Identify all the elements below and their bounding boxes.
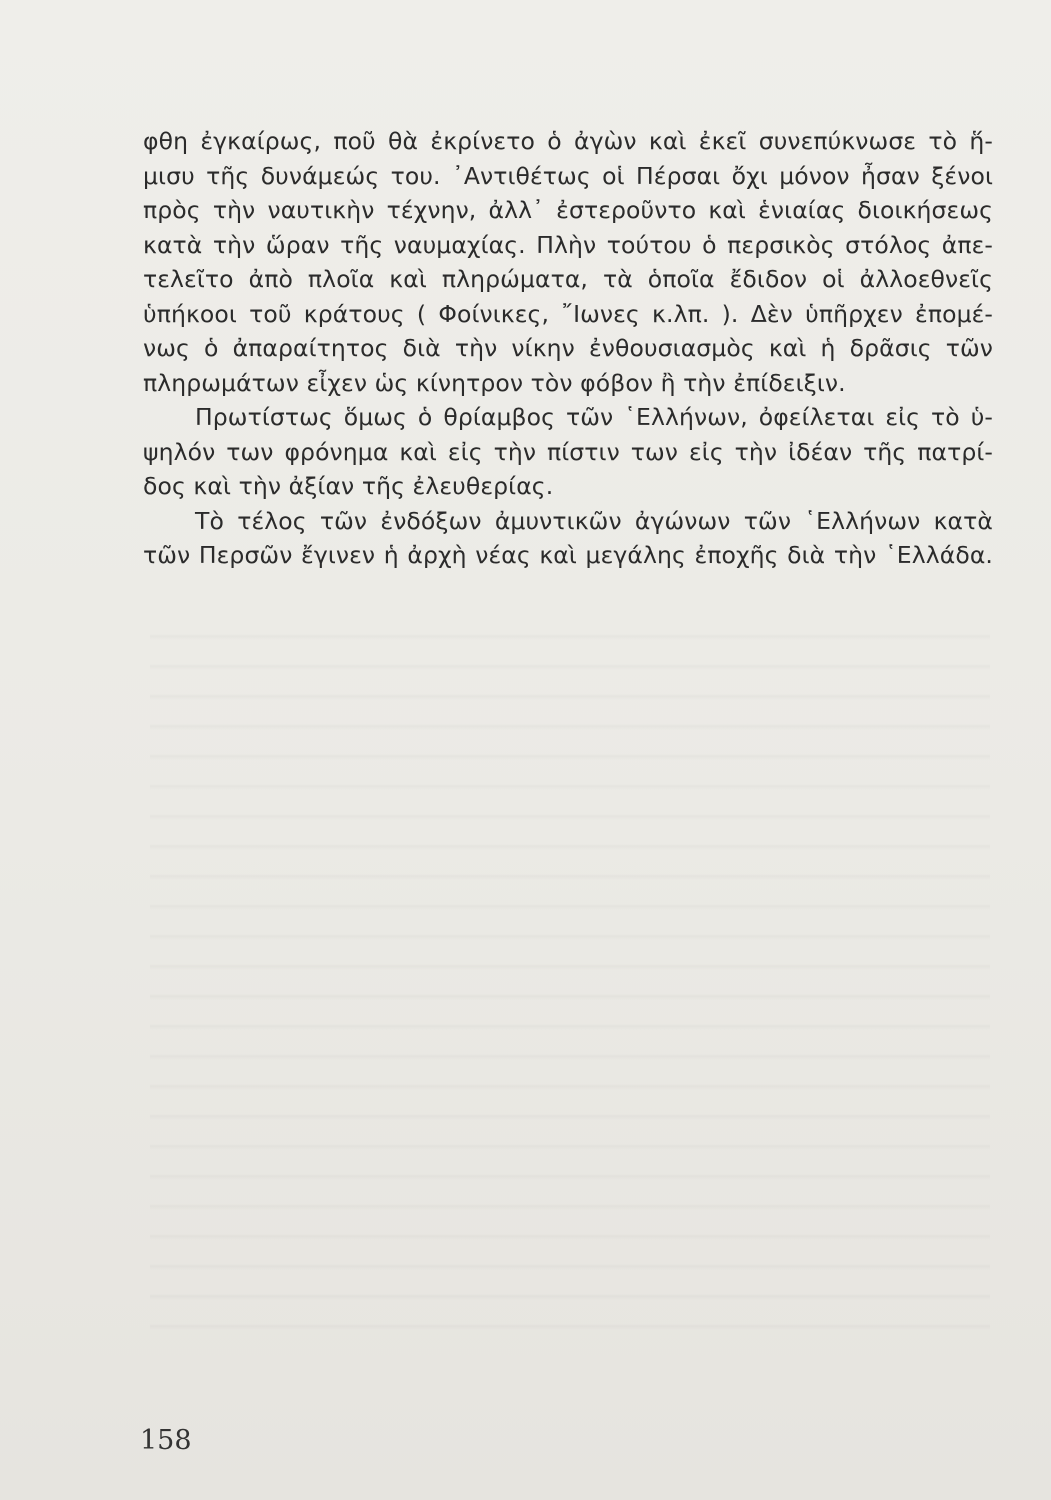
paragraph-3 bbox=[143, 504, 993, 573]
page-number: 158 bbox=[140, 1425, 192, 1456]
text-line: πρὸς τὴν ναυτικὴν τέχνην, ἀλλ᾿ ἐστεροῦντο καὶ ἑνιαίας διοικήσεως bbox=[143, 196, 993, 224]
text-line: πληρωμάτων εἶχεν ὡς κίνητρον τὸν φόβον ἢ τὴν ἐπίδειξιν. bbox=[143, 368, 846, 397]
text-line: ὑπήκοοι τοῦ κράτους ( Φοίνικες, ῎Ιωνες κ.λπ. ). Δὲν ὑπῆρχεν ἐπομέ- bbox=[143, 299, 993, 328]
paragraph-2 bbox=[143, 400, 993, 504]
show-through-texture bbox=[150, 610, 990, 1340]
text-line: φθη ἐγκαίρως, ποῦ θὰ ἐκρίνετο ὁ ἀγὼν καὶ ἐκεῖ συνεπύκνωσε τὸ ἥ- bbox=[143, 127, 993, 155]
text-line: δος καὶ τὴν ἀξίαν τῆς ἐλευθερίας. bbox=[143, 472, 554, 500]
paragraph-1 bbox=[143, 124, 993, 400]
text-line: μισυ τῆς δυνάμεώς του. ᾿Αντιθέτως οἱ Πέρσαι ὄχι μόνον ἦσαν ξένοι bbox=[143, 161, 993, 190]
text-line: τελεῖτο ἀπὸ πλοῖα καὶ πληρώματα, τὰ ὁποῖα ἔδιδον οἱ ἀλλοεθνεῖς bbox=[143, 265, 993, 293]
text-line: Πρωτίστως ὅμως ὁ θρίαμβος τῶν ῾Ελλήνων, ὀφείλεται εἰς τὸ ὑ- bbox=[195, 403, 993, 431]
body-text bbox=[143, 124, 993, 573]
text-line: κατὰ τὴν ὥραν τῆς ναυμαχίας. Πλὴν τούτου ὁ περσικὸς στόλος ἀπε- bbox=[143, 230, 993, 259]
text-line: τῶν Περσῶν ἔγινεν ἡ ἀρχὴ νέας καὶ μεγάλης ἐποχῆς διὰ τὴν ῾Ελλάδα. bbox=[143, 541, 993, 569]
text-line: νως ὁ ἀπαραίτητος διὰ τὴν νίκην ἐνθουσιασμὸς καὶ ἡ δρᾶσις τῶν bbox=[143, 334, 993, 362]
text-line: Τὸ τέλος τῶν ἐνδόξων ἀμυντικῶν ἀγώνων τῶν ῾Ελλήνων κατὰ bbox=[195, 506, 993, 535]
text-line: ψηλόν των φρόνημα καὶ εἰς τὴν πίστιν των εἰς τὴν ἰδέαν τῆς πατρί- bbox=[143, 437, 993, 466]
